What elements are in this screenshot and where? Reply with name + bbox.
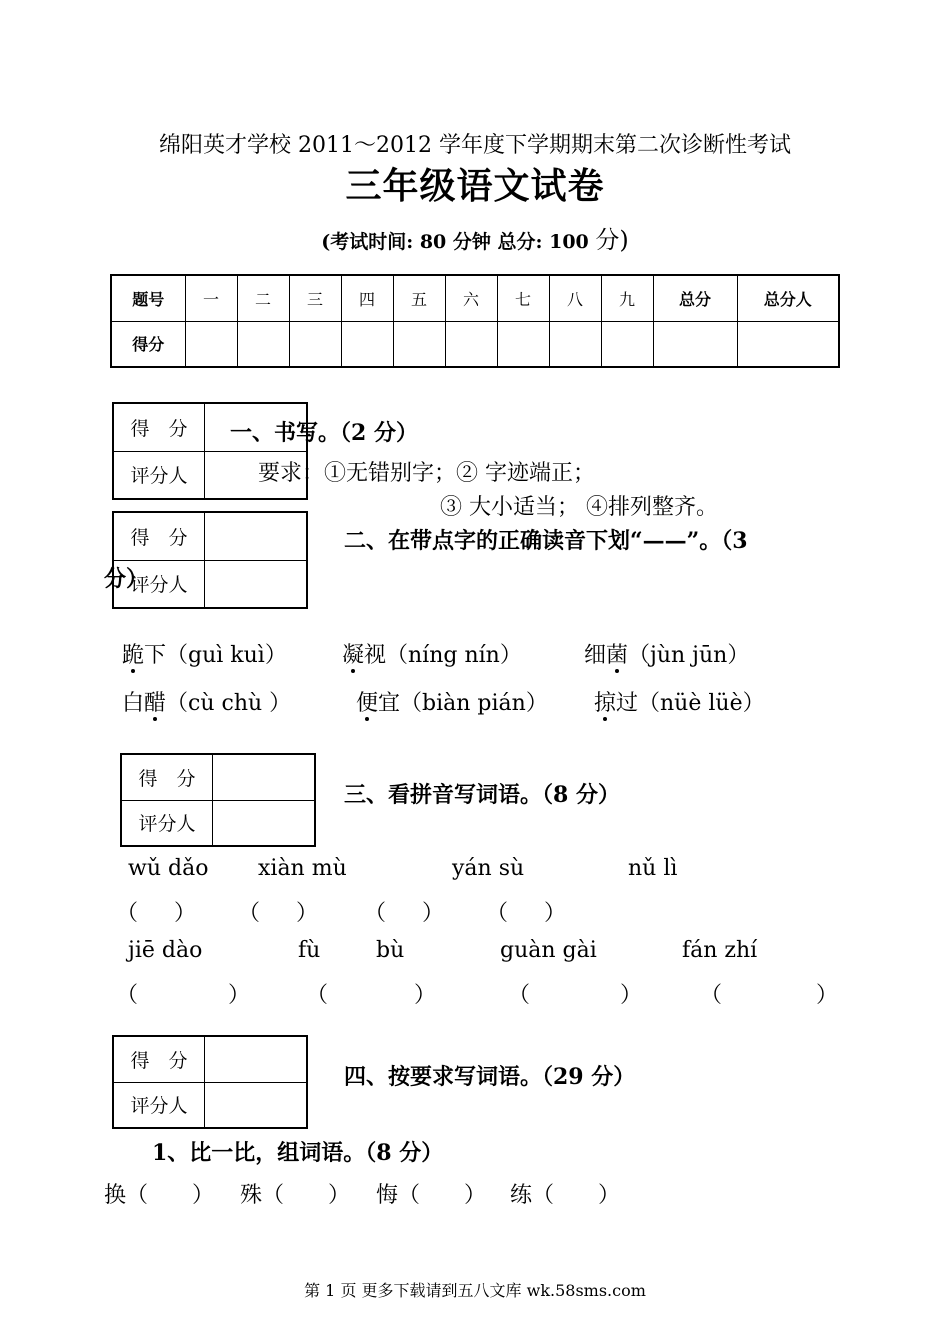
score-cell[interactable] xyxy=(185,321,237,367)
grade-box-grader-cell[interactable] xyxy=(205,1082,308,1128)
score-header-cell: 三 xyxy=(289,275,341,321)
pinyin-item: fù xyxy=(298,938,321,963)
answer-blank[interactable]: （ ） xyxy=(262,1183,351,1208)
score-cell[interactable] xyxy=(289,321,341,367)
grade-box-grader-label: 评分人 xyxy=(121,800,213,846)
page-footer: 第 1 页 更多下载请到五八文库 wk.58sms.com xyxy=(304,1281,646,1300)
score-header-cell: 一 xyxy=(185,275,237,321)
pinyin-item: guàn gài xyxy=(500,938,597,963)
answer-blank[interactable]: （ ） xyxy=(116,983,251,1008)
score-header-cell: 六 xyxy=(445,275,497,321)
section3-title: 三、看拼音写词语。（8 分） xyxy=(344,782,620,808)
pron-item: 凝视（níng nín） xyxy=(342,643,522,668)
answer-blank[interactable]: （ ） xyxy=(398,1183,487,1208)
score-header-cell: 七 xyxy=(497,275,549,321)
score-header-cell: 八 xyxy=(549,275,601,321)
score-header-cell: 四 xyxy=(341,275,393,321)
grade-box-score-label: 得 分 xyxy=(113,403,205,451)
score-row-label: 得分 xyxy=(111,321,185,367)
compare-item: 殊（ ） xyxy=(240,1183,351,1208)
grade-box-score-cell[interactable] xyxy=(213,754,316,800)
section1-requirement-1: 要求：①无错别字；② 字迹端正； xyxy=(258,461,595,486)
score-cell[interactable] xyxy=(601,321,653,367)
pronunciation-row-2 xyxy=(122,686,765,717)
score-table-header-row xyxy=(111,275,839,321)
grade-box-grader-cell[interactable] xyxy=(213,800,316,846)
grade-box-grader-cell[interactable] xyxy=(205,560,308,608)
pron-item: 跪下（guì kuì） xyxy=(122,643,287,668)
section1-title: 一、书写。（2 分） xyxy=(230,420,418,446)
section2-title-tail: 分） xyxy=(104,566,149,592)
pron-item: 白醋（cù chù ） xyxy=(122,691,292,716)
pinyin-item: jiē dào xyxy=(128,938,203,963)
score-cell[interactable] xyxy=(653,321,737,367)
section4-title: 四、按要求写词语。（29 分） xyxy=(344,1064,636,1090)
pinyin-item: xiàn mù xyxy=(258,856,347,881)
answer-blank[interactable]: （ ） xyxy=(126,1183,215,1208)
answer-blank[interactable]: （ ） xyxy=(486,901,567,926)
score-header-cell: 二 xyxy=(237,275,289,321)
pinyin-item: wǔ dǎo xyxy=(128,856,209,881)
score-cell[interactable] xyxy=(237,321,289,367)
compare-item: 换（ ） xyxy=(104,1183,215,1208)
pinyin-item: nǔ lì xyxy=(628,856,678,881)
grade-box-section2 xyxy=(112,511,308,609)
grade-box-grader-label: 评分人 xyxy=(113,1082,205,1128)
section1-requirement-2: ③ 大小适当； ④排列整齐。 xyxy=(440,495,718,520)
score-cell[interactable] xyxy=(497,321,549,367)
exam-meta-close: 分) xyxy=(595,226,629,254)
answer-blank[interactable]: （ ） xyxy=(116,901,197,926)
answer-blank[interactable]: （ ） xyxy=(238,901,319,926)
pron-item: 便宜（biàn pián） xyxy=(356,691,548,716)
score-cell[interactable] xyxy=(549,321,601,367)
grade-box-score-label: 得 分 xyxy=(121,754,213,800)
exam-meta-text: (考试时间: 80 分钟 总分: 100 xyxy=(321,231,596,253)
score-cell[interactable] xyxy=(341,321,393,367)
grade-box-grader-label: 评分人 xyxy=(113,560,205,608)
section2-title: 二、在带点字的正确读音下划“——”。（3 xyxy=(344,528,748,554)
compare-row xyxy=(104,1178,620,1209)
pronunciation-row-1 xyxy=(122,638,749,669)
answer-blank[interactable]: （ ） xyxy=(700,983,839,1008)
score-table xyxy=(110,274,840,368)
grade-box-score-cell[interactable] xyxy=(205,512,308,560)
score-header-cell: 题号 xyxy=(111,275,185,321)
pinyin-item: fán zhí xyxy=(682,938,758,963)
page-title: 三年级语文试卷 xyxy=(345,165,605,207)
score-header-cell: 五 xyxy=(393,275,445,321)
score-cell[interactable] xyxy=(445,321,497,367)
score-header-cell: 总分 xyxy=(653,275,737,321)
score-cell[interactable] xyxy=(737,321,839,367)
grade-box-score-cell[interactable] xyxy=(205,1036,308,1082)
pron-item: 细菌（jùn jūn） xyxy=(584,643,750,668)
score-cell[interactable] xyxy=(393,321,445,367)
answer-blank[interactable]: （ ） xyxy=(306,983,437,1008)
pinyin-item: bù xyxy=(376,938,405,963)
school-line: 绵阳英才学校 2011～2012 学年度下学期期末第二次诊断性考试 xyxy=(159,133,791,158)
grade-box-score-label: 得 分 xyxy=(113,1036,205,1082)
score-header-cell: 总分人 xyxy=(737,275,839,321)
grade-box-grader-label: 评分人 xyxy=(113,451,205,499)
pinyin-item: yán sù xyxy=(452,856,525,881)
grade-box-section3 xyxy=(120,753,316,847)
answer-blank[interactable]: （ ） xyxy=(364,901,445,926)
score-table-score-row xyxy=(111,321,839,367)
pron-item: 掠过（nüè lüè） xyxy=(594,691,765,716)
grade-box-score-label: 得 分 xyxy=(113,512,205,560)
section4-subquestion-1: 1、比一比，组词语。（8 分） xyxy=(152,1140,444,1166)
grade-box-section4 xyxy=(112,1035,308,1129)
compare-item: 悔（ ） xyxy=(376,1183,487,1208)
compare-item: 练（ ） xyxy=(510,1183,621,1208)
answer-blank[interactable]: （ ） xyxy=(532,1183,621,1208)
score-header-cell: 九 xyxy=(601,275,653,321)
exam-meta xyxy=(0,220,950,255)
answer-blank[interactable]: （ ） xyxy=(508,983,643,1008)
